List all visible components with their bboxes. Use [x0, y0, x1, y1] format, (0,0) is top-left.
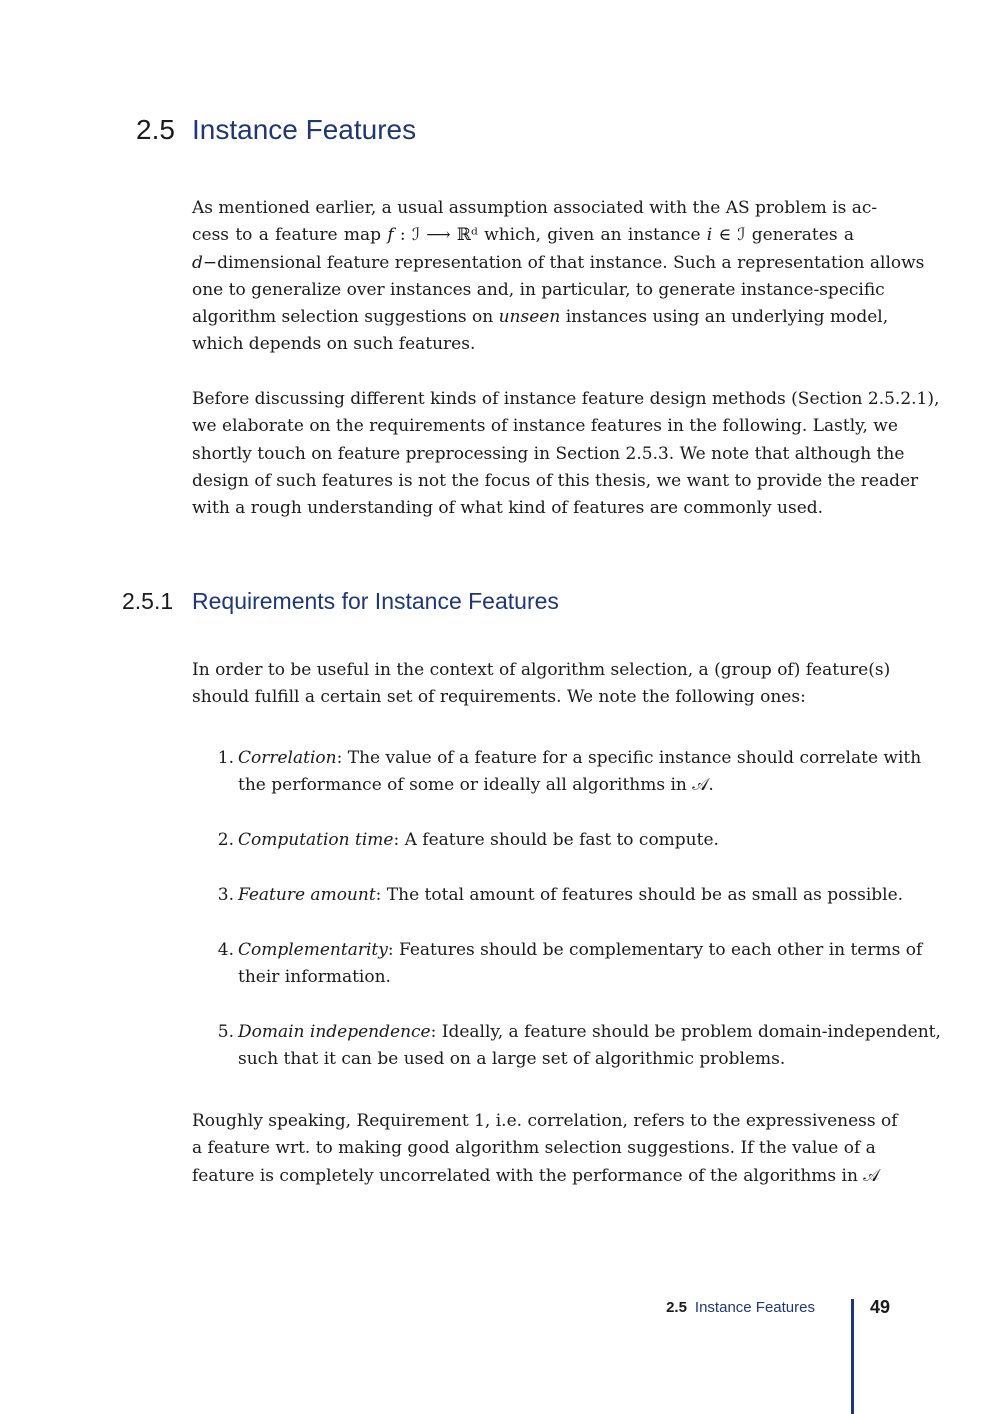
text-line — [238, 1019, 941, 1046]
section-number: 2.5 — [136, 114, 175, 145]
text-line: As mentioned earlier, a usual assumption associated with the AS problem is ac- — [192, 198, 878, 218]
emphasis-unseen: unseen — [498, 307, 561, 328]
text-line: we elaborate on the requirements of instance features in the following. Lastly, we — [192, 416, 898, 437]
footer-section-number: 2.5 — [666, 1299, 687, 1316]
footer-rule — [851, 1299, 854, 1414]
text-run: : Features should be complementary to each other in terms of — [387, 940, 923, 960]
text-line: Before discussing different kinds of instance feature design methods (Section 2.5.2.1), — [192, 389, 940, 409]
text-run: : A feature should be fast to compute. — [393, 830, 719, 850]
text-line: a feature wrt. to making good algorithm selection suggestions. If the value of a — [192, 1138, 876, 1159]
text-line — [238, 882, 904, 909]
subsection-number: 2.5.1 — [122, 588, 174, 614]
intro-paragraph-2 — [192, 386, 940, 522]
text-run: : The total amount of features should be as small as possible. — [375, 885, 904, 905]
text-line: 𝑑−dimensional feature representation of that instance. Such a representation allows — [192, 252, 925, 273]
subsection-heading — [122, 586, 559, 616]
text-line: which depends on such features. — [192, 334, 476, 355]
subsection-title: Requirements for Instance Features — [192, 588, 559, 614]
text-line: cess to a feature map 𝑓 : ℐ ⟶ ℝᵈ which, given an instance 𝑖 ∈ ℐ generates a — [192, 225, 854, 246]
section-title: Instance Features — [192, 114, 417, 145]
requirement-term: Correlation — [238, 748, 337, 768]
list-number: 3. — [217, 885, 234, 905]
text-line — [238, 937, 923, 964]
requirements-intro-paragraph — [192, 657, 891, 712]
list-number: 4. — [217, 940, 234, 960]
text-line: with a rough understanding of what kind of features are commonly used. — [192, 498, 824, 519]
intro-paragraph-1 — [192, 195, 925, 359]
text-run: : The value of a feature for a specific instance should correlate with — [336, 748, 922, 768]
closing-paragraph — [192, 1108, 898, 1190]
text-line — [238, 827, 870, 854]
list-number: 5. — [217, 1022, 234, 1042]
list-number: 1. — [217, 748, 234, 768]
page-number: 49 — [870, 1297, 891, 1317]
text-line: the performance of some or ideally all algorithms in 𝒜. — [238, 775, 714, 796]
requirement-term: Computation time — [238, 830, 394, 850]
running-footer — [666, 1299, 815, 1316]
text-line: shortly touch on feature preprocessing in Section 2.5.3. We note that although the — [192, 443, 905, 464]
text-line — [238, 745, 922, 772]
text-run: : Ideally, a feature should be problem domain-independent, — [430, 1022, 941, 1042]
requirement-term: Domain independence — [238, 1022, 431, 1042]
footer-section-title: Instance Features — [694, 1299, 815, 1316]
requirement-term: Feature amount — [238, 885, 376, 905]
section-heading — [136, 112, 416, 148]
text-run: algorithm selection suggestions on — [192, 307, 499, 328]
text-line: Roughly speaking, Requirement 1, i.e. correlation, refers to the expressiveness of — [192, 1111, 898, 1131]
text-line: In order to be useful in the context of algorithm selection, a (group of) feature(s) — [192, 660, 891, 680]
text-line: one to generalize over instances and, in particular, to generate instance-specific — [192, 279, 885, 300]
text-line: design of such features is not the focus of this thesis, we want to provide the reader — [192, 470, 919, 491]
text-line: should fulfill a certain set of requirements. We note the following ones: — [192, 687, 806, 708]
text-line: their information. — [238, 967, 391, 988]
text-run: instances using an underlying model, — [560, 307, 889, 328]
list-number: 2. — [217, 830, 234, 850]
requirement-term: Complementarity — [238, 940, 388, 960]
text-line — [192, 304, 889, 331]
text-line: feature is completely uncorrelated with the performance of the algorithms in 𝒜 — [192, 1165, 880, 1186]
text-line: such that it can be used on a large set of algorithmic problems. — [238, 1049, 786, 1070]
